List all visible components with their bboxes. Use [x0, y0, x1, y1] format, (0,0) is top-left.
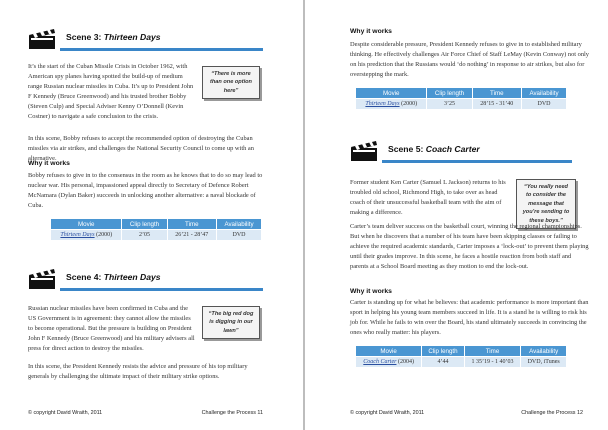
scene4-description: In this scene, the President Kennedy resists the advice and pressure of his top military generals by challenging the ultimate impact of their military strike options.	[28, 363, 248, 380]
scene4-intro: Russian nuclear missiles have been confirmed in Cuba and the US Government is in agreement: they cannot allow the missiles to become operational. But the pressure is building on President John F Kennedy (Bruce Greenwood) and his military advisers all press for direct action to destroy the missiles.	[28, 305, 195, 352]
heading-rule	[382, 160, 572, 163]
column-header-clip-length: Clip length	[427, 88, 472, 99]
movie-link[interactable]: Thirteen Days	[365, 101, 400, 107]
movie-cell: Thirteen Days (2000)	[51, 230, 122, 241]
clapperboard-icon	[28, 268, 56, 290]
scene5-why-heading: Why it works	[350, 288, 392, 295]
scene5-title: Scene 5: Coach Carter	[388, 144, 480, 154]
footer-page-number: Challenge the Process 12	[521, 410, 583, 416]
column-header-time: Time	[167, 219, 216, 230]
left-page	[0, 0, 303, 430]
table-row	[356, 99, 567, 110]
scene4-quote: “The big red dog is digging in our lawn”	[202, 306, 260, 339]
movie-link[interactable]: Coach Carter	[363, 359, 397, 365]
column-header-time: Time	[464, 346, 521, 357]
table-row	[51, 230, 262, 241]
clip-length-cell: 3’25	[427, 99, 472, 110]
time-cell: 26’21 - 28’47	[167, 230, 216, 241]
clapperboard-icon	[28, 28, 56, 50]
footer-copyright: © copyright David Wraith, 2011	[350, 410, 425, 416]
scene4-why-heading: Why it works	[350, 28, 392, 35]
scene4-title: Scene 4: Thirteen Days	[66, 272, 161, 282]
column-header-movie: Movie	[51, 219, 122, 230]
movie-link[interactable]: Thirteen Days	[60, 232, 95, 238]
heading-rule	[60, 288, 263, 291]
scene3-quote: “There is more than one option here”	[202, 66, 260, 99]
heading-rule	[60, 48, 263, 51]
column-header-time: Time	[472, 88, 521, 99]
scene3-why-text: Bobby refuses to give in to the consensus in the room as he knows that to do so may lead to nuclear war. His personal, impassioned appeal directly to Secretary of Defence Robert McNamara (Dylan Baker) succeeds in unlocking another alternative: a naval blockade of Cuba.	[28, 172, 263, 209]
scene3-intro: It’s the start of the Cuban Missile Crisis in October 1962, with American spy planes having spotted the build-up of medium range Russian nuclear missiles in Cuba. It’s up to President John F Kennedy (Bruce Greenwood) and his trusted brother Bobby (Steven Culp) and Special Adviser Kenny O’Donnell (Kevin Costner) to navigate a safe conclusion to the crisis.	[28, 63, 194, 120]
scene4-clip-table	[355, 87, 567, 110]
clapperboard-icon	[350, 140, 378, 162]
column-header-clip-length: Clip length	[122, 219, 167, 230]
column-header-movie: Movie	[356, 88, 427, 99]
clip-length-cell: 2’05	[122, 230, 167, 241]
availability-cell: DVD, iTunes	[521, 357, 567, 368]
footer-copyright: © copyright David Wraith, 2011	[28, 410, 103, 416]
scene5-heading	[350, 140, 480, 162]
scene3-title: Scene 3: Thirteen Days	[66, 32, 161, 42]
footer-page-number: Challenge the Process 11	[201, 410, 263, 416]
clip-length-cell: 4’44	[422, 357, 464, 368]
availability-cell: DVD	[522, 99, 567, 110]
time-cell: 28’15 - 31’40	[472, 99, 521, 110]
column-header-availability: Availability	[522, 88, 567, 99]
movie-cell: Coach Carter (2004)	[356, 357, 422, 368]
scene4-why-text: Despite considerable pressure, President Kennedy refuses to give in to established military thinking. He effectively challenges Air Force Chief of Staff LeMay (Kevin Conway) not only on his prediction that the Russians would ‘do nothing’ in response to air strikes, but also for overstepping the mark.	[350, 41, 589, 78]
scene4-heading	[28, 268, 161, 290]
availability-cell: DVD	[217, 230, 262, 241]
scene5-clip-table	[355, 345, 567, 368]
scene3-why-heading: Why it works	[28, 160, 70, 167]
time-cell: 1 35’19 - 1 40’03	[464, 357, 521, 368]
scene5-quote: “You really need to consider the message that you’re sending to these boys.”	[516, 179, 576, 229]
scene5-description: Carter’s team deliver success on the basketball court, winning the regional championships. But when he discovers that a number of his team have been skipping classes or failing to achieve the required academic standards, Carter imposes a ‘lock-out’ to prevent them playing until their grades improve. In this scene, he faces a hostile reaction from both staff and parents at a School Board meeting as they motion to end the lock-out.	[350, 223, 589, 270]
right-page	[305, 0, 608, 430]
scene3-clip-table	[50, 218, 262, 241]
scene5-intro: Former student Ken Carter (Samuel L Jackson) returns to his troubled old school, Richmond High, to take over as head coach of their unsuccessful basketball team with the aim of making a difference.	[350, 179, 506, 216]
movie-cell: Thirteen Days (2000)	[356, 99, 427, 110]
scene3-description: In this scene, Bobby refuses to accept the recommended option of destroying the Cuban missiles via air strikes, and challenges the National Security Council to come up with an alternative.	[28, 135, 254, 162]
column-header-availability: Availability	[217, 219, 262, 230]
column-header-availability: Availability	[521, 346, 567, 357]
column-header-clip-length: Clip length	[422, 346, 464, 357]
scene5-why-text: Carter is standing up for what he believes: that academic performance is more important than sport in helping his young team members succeed in life. It is a stand he is willing to risk his job for. While he fails to win over the Board, his stand ultimately succeeds in convincing the ones who really matter: his players.	[350, 299, 589, 336]
table-row	[356, 357, 567, 368]
column-header-movie: Movie	[356, 346, 422, 357]
scene3-heading	[28, 28, 161, 50]
